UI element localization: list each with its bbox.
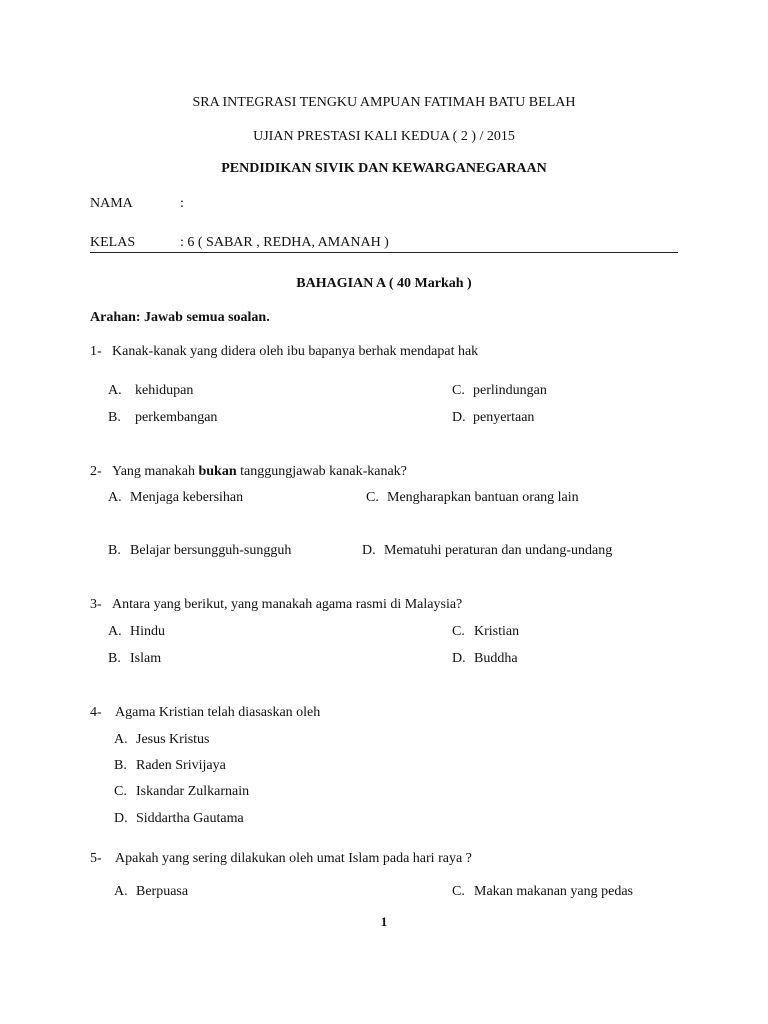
q2-option-d-text: Mematuhi peraturan dan undang-undang: [384, 543, 613, 558]
page-number: 1: [380, 914, 388, 929]
q4-option-d-letter: D.: [114, 811, 128, 826]
q5-option-a-letter: A.: [114, 884, 128, 899]
q3-option-c-letter: C.: [452, 624, 465, 639]
q1-option-d-letter: D.: [452, 410, 466, 425]
q4-option-c-letter: C.: [114, 784, 127, 799]
q5-option-a-text: Berpuasa: [136, 884, 189, 899]
q2-option-b-letter: B.: [108, 543, 121, 558]
q4-option-a-text: Jesus Kristus: [136, 732, 210, 747]
question-3-text: Antara yang berikut, yang manakah agama rasmi di Malaysia?: [112, 597, 463, 612]
q3-option-a-text: Hindu: [130, 624, 165, 639]
question-2-text-end: tanggungjawab kanak-kanak?: [236, 464, 407, 479]
q1-option-a-text: kehidupan: [135, 383, 194, 398]
question-2-text-start: Yang manakah: [112, 464, 199, 479]
q3-option-c-text: Kristian: [474, 624, 520, 639]
q3-option-b-text: Islam: [130, 651, 162, 666]
q2-option-a-text: Menjaga kebersihan: [130, 490, 244, 505]
q4-option-d-text: Siddartha Gautama: [136, 811, 244, 826]
nama-label: NAMA: [90, 196, 133, 211]
q1-option-a-letter: A.: [108, 383, 122, 398]
q2-option-c-text: Mengharapkan bantuan orang lain: [387, 490, 579, 505]
nama-colon: :: [180, 196, 184, 211]
q1-option-c-text: perlindungan: [473, 383, 547, 398]
section-title: BAHAGIAN A ( 40 Markah ): [296, 276, 472, 291]
q2-option-c-letter: C.: [366, 490, 379, 505]
header-divider: [90, 252, 678, 253]
q4-option-b-letter: B.: [114, 758, 127, 773]
exam-title: UJIAN PRESTASI KALI KEDUA ( 2 ) / 2015: [253, 129, 515, 144]
question-2-emphasis: bukan: [198, 464, 237, 479]
q2-option-b-text: Belajar bersungguh-sungguh: [130, 543, 292, 558]
question-1-text: Kanak-kanak yang didera oleh ibu bapanya berhak mendapat hak: [112, 344, 479, 359]
school-name: SRA INTEGRASI TENGKU AMPUAN FATIMAH BATU BELAH: [192, 95, 576, 110]
q4-option-c-text: Iskandar Zulkarnain: [136, 784, 250, 799]
q2-option-d-letter: D.: [362, 543, 376, 558]
q2-option-a-letter: A.: [108, 490, 122, 505]
question-4-number: 4-: [90, 705, 102, 720]
q4-option-b-text: Raden Srivijaya: [136, 758, 226, 773]
question-5-text: Apakah yang sering dilakukan oleh umat Islam pada hari raya ?: [115, 851, 472, 866]
q3-option-a-letter: A.: [108, 624, 122, 639]
question-4-text: Agama Kristian telah diasaskan oleh: [115, 705, 321, 720]
q1-option-b-text: perkembangan: [135, 410, 218, 425]
q3-option-b-letter: B.: [108, 651, 121, 666]
subject-title: PENDIDIKAN SIVIK DAN KEWARGANEGARAAN: [221, 161, 547, 176]
q4-option-a-letter: A.: [114, 732, 128, 747]
q1-option-b-letter: B.: [108, 410, 121, 425]
q1-option-c-letter: C.: [452, 383, 465, 398]
kelas-value: : 6 ( SABAR , REDHA, AMANAH ): [180, 235, 389, 250]
q5-option-c-letter: C.: [452, 884, 465, 899]
q3-option-d-text: Buddha: [474, 651, 518, 666]
kelas-label: KELAS: [90, 235, 136, 250]
instruction: Arahan: Jawab semua soalan.: [90, 310, 270, 325]
question-2-number: 2-: [90, 464, 102, 479]
question-5-number: 5-: [90, 851, 102, 866]
q3-option-d-letter: D.: [452, 651, 466, 666]
question-3-number: 3-: [90, 597, 102, 612]
q5-option-c-text: Makan makanan yang pedas: [474, 884, 633, 899]
question-1-number: 1-: [90, 344, 102, 359]
q1-option-d-text: penyertaan: [473, 410, 535, 425]
question-2-text: [112, 465, 407, 479]
